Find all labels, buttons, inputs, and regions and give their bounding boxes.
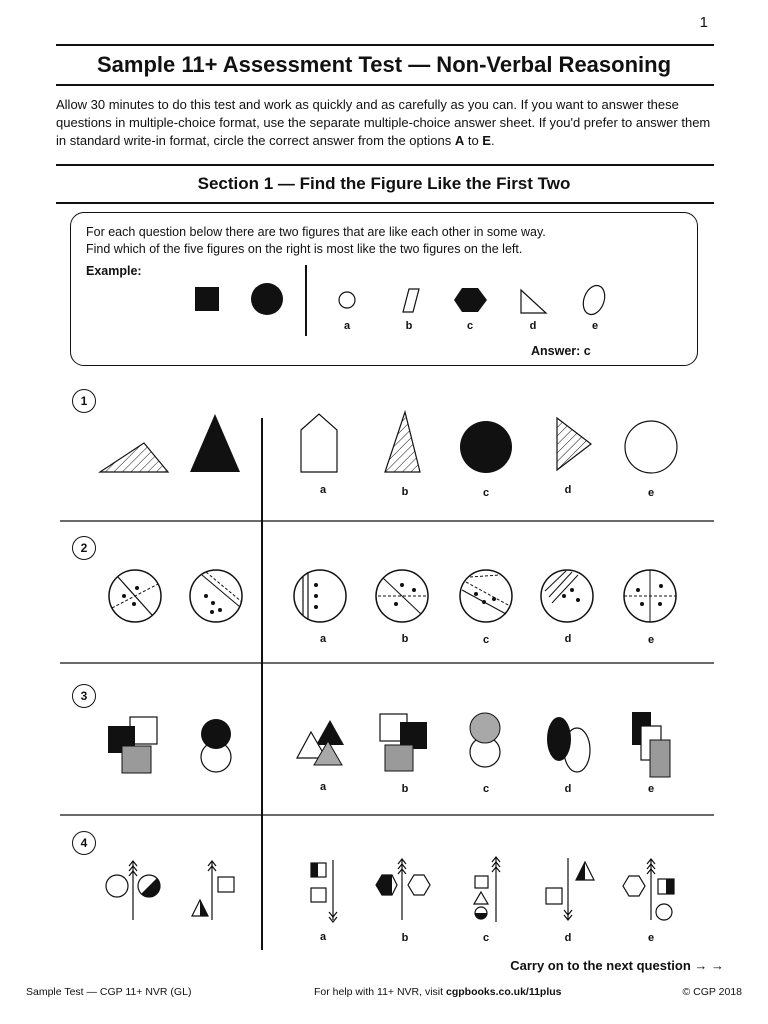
- question-3-number: 3: [72, 684, 96, 708]
- q1-option-d-hatched-triangle[interactable]: [557, 418, 591, 470]
- q3-figure-2: [201, 719, 231, 772]
- instructions-line-2: Find which of the five figures on the right is most like the two figures on the left.: [86, 242, 523, 256]
- question-3-figures: [108, 712, 670, 777]
- q1-hatched-triangle: [100, 443, 168, 472]
- q3-option-e-letter[interactable]: e: [647, 783, 655, 795]
- q4-option-d[interactable]: [546, 858, 594, 920]
- q2-option-b[interactable]: [376, 570, 428, 622]
- q4-option-c[interactable]: [474, 857, 500, 922]
- q1-option-c-letter[interactable]: c: [482, 487, 490, 499]
- example-option-e-ellipse: [579, 282, 608, 317]
- q1-option-d-letter[interactable]: d: [564, 484, 572, 496]
- q1-option-b-letter[interactable]: b: [401, 486, 409, 498]
- example-option-d-letter: d: [529, 320, 537, 332]
- q2-option-d-letter[interactable]: d: [564, 633, 572, 645]
- intro-text-mid: to: [464, 133, 483, 148]
- q4-figure-2: [192, 861, 234, 920]
- q4-option-b-letter[interactable]: b: [401, 932, 409, 944]
- q3-option-c-letter[interactable]: c: [482, 783, 490, 795]
- example-option-d-triangle: [521, 290, 546, 313]
- q4-option-a-letter[interactable]: a: [319, 931, 327, 943]
- intro-option-first: A: [454, 133, 465, 148]
- q4-option-b[interactable]: [376, 859, 430, 920]
- example-black-circle: [251, 283, 283, 315]
- q2-figure-2: [190, 570, 242, 622]
- example-option-a-letter: a: [343, 320, 351, 332]
- q4-option-c-letter[interactable]: c: [482, 932, 490, 944]
- example-option-b-parallelogram: [403, 289, 419, 312]
- example-option-c-letter: c: [466, 320, 474, 332]
- question-2-number: 2: [72, 536, 96, 560]
- question-1-figures: [100, 412, 677, 473]
- page-title: Sample 11+ Assessment Test — Non-Verbal Reasoning: [96, 52, 672, 77]
- question-2-figures: [109, 570, 676, 622]
- q1-option-e-circle[interactable]: [625, 421, 677, 473]
- intro-text: Allow 30 minutes to do this test and work as quickly and as carefully as you can. If you want to answer these questions in multiple-choice format, use the separate multiple-choice answer sheet. If you'd prefer to answer them in standard write-in format, circle the correct answer from the options: [56, 97, 711, 148]
- q4-option-e[interactable]: [623, 859, 674, 920]
- intro-text-end: .: [490, 133, 495, 148]
- example-option-c-black-hexagon: [454, 288, 487, 312]
- q3-option-e[interactable]: [632, 712, 670, 777]
- q2-option-d[interactable]: [541, 570, 593, 622]
- example-option-e-letter: e: [591, 320, 599, 332]
- q3-option-d[interactable]: [547, 717, 590, 772]
- question-1-number: 1: [72, 389, 96, 413]
- q2-option-e[interactable]: [624, 570, 676, 622]
- q1-option-e-letter[interactable]: e: [647, 487, 655, 499]
- q3-option-d-letter[interactable]: d: [564, 783, 572, 795]
- footer-center: [314, 986, 562, 998]
- example-label: Example:: [86, 264, 142, 278]
- example-figures: [195, 265, 609, 336]
- footer-link[interactable]: cgpbooks.co.uk/11plus: [445, 986, 562, 998]
- q1-option-c-black-circle[interactable]: [460, 421, 512, 473]
- footer-right: © CGP 2018: [682, 986, 742, 998]
- q2-option-a[interactable]: [294, 570, 346, 622]
- q2-option-c[interactable]: [460, 570, 512, 622]
- q4-option-e-letter[interactable]: e: [647, 932, 655, 944]
- q3-option-c[interactable]: [470, 713, 500, 767]
- example-black-square: [195, 287, 219, 311]
- page-number: 1: [699, 14, 708, 31]
- example-option-b-letter: b: [405, 320, 413, 332]
- q2-option-a-letter[interactable]: a: [319, 633, 327, 645]
- q4-option-a[interactable]: [311, 860, 337, 922]
- q3-option-a[interactable]: [297, 720, 344, 765]
- q3-option-b[interactable]: [380, 714, 427, 771]
- q2-option-e-letter[interactable]: e: [647, 634, 655, 646]
- question-4-figures: [106, 857, 674, 922]
- q4-figure-1: [106, 861, 160, 920]
- example-option-a-circle: [339, 292, 355, 308]
- q3-option-b-letter[interactable]: b: [401, 783, 409, 795]
- q4-option-d-letter[interactable]: d: [564, 932, 572, 944]
- section-title: Section 1 — Find the Figure Like the First Two: [197, 174, 571, 193]
- q3-option-a-letter[interactable]: a: [319, 781, 327, 793]
- footer-left: Sample Test — CGP 11+ NVR (GL): [26, 986, 192, 998]
- q1-option-b-hatched-triangle[interactable]: [385, 412, 420, 472]
- example-answer: Answer: c: [531, 344, 591, 358]
- question-4-number: 4: [72, 831, 96, 855]
- intro-option-last: E: [482, 133, 491, 148]
- carry-on-note: Carry on to the next question → →: [510, 958, 724, 973]
- q2-option-c-letter[interactable]: c: [482, 634, 490, 646]
- q3-figure-1: [108, 717, 157, 773]
- instructions-line-1: For each question below there are two figures that are like each other in some way.: [86, 225, 546, 239]
- q1-option-a-letter[interactable]: a: [319, 484, 327, 496]
- q2-figure-1: [109, 570, 161, 622]
- q1-black-triangle: [190, 414, 240, 472]
- q1-option-a-pentagon[interactable]: [301, 414, 337, 472]
- footer-help-text: For help with 11+ NVR, visit: [314, 986, 446, 998]
- q2-option-b-letter[interactable]: b: [401, 633, 409, 645]
